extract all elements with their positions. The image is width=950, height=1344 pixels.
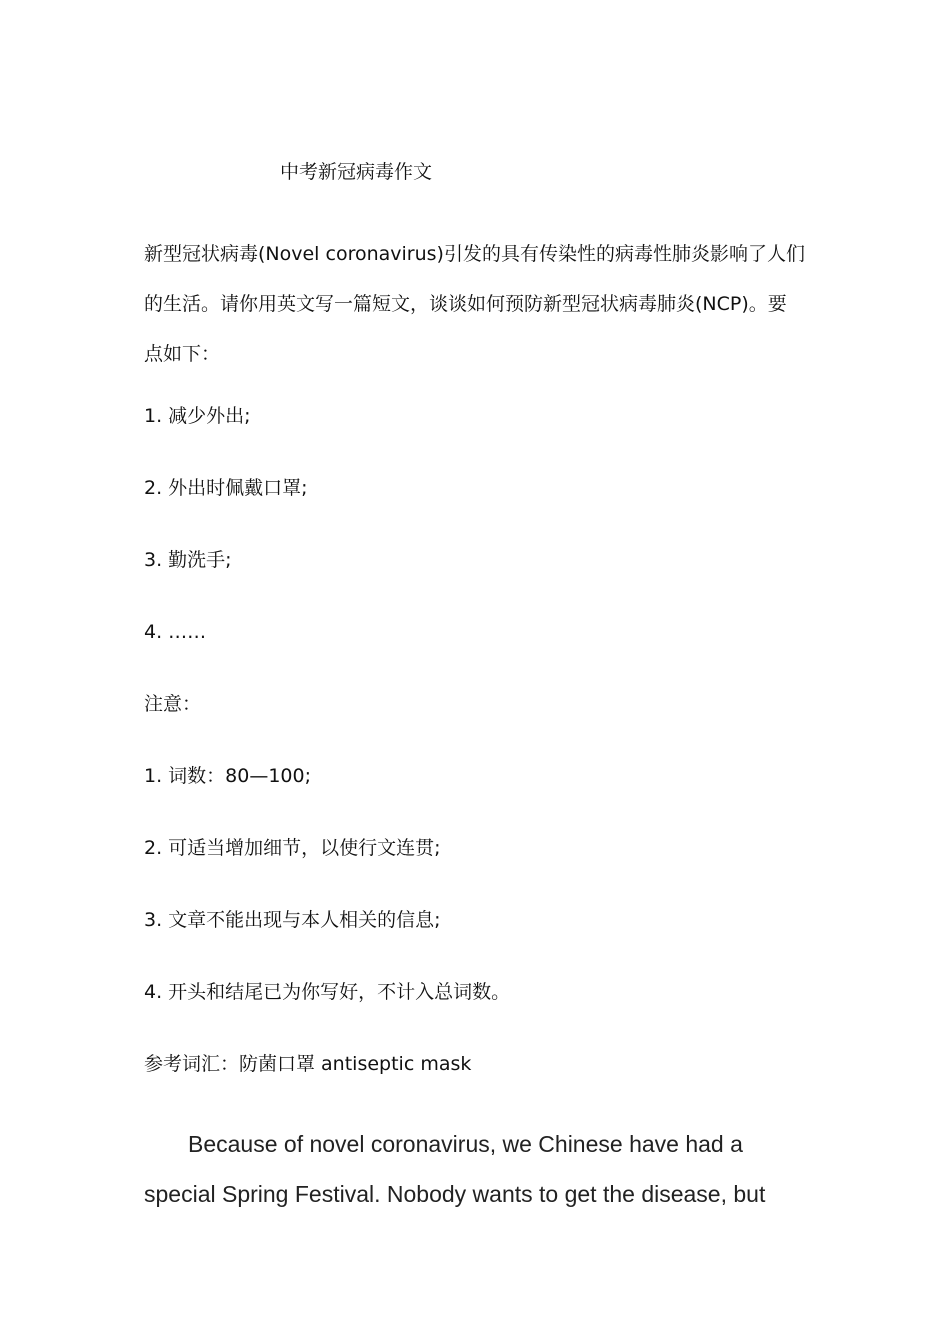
note-item: 2. 可适当增加细节，以使行文连贯; xyxy=(144,837,441,859)
point-item: 3. 勤洗手; xyxy=(144,549,232,571)
task-line: 点如下： xyxy=(144,343,221,365)
point-item: 4. …… xyxy=(144,621,207,643)
essay-line: Because of novel coronavirus, we Chinese have had a xyxy=(188,1131,743,1157)
essay-body xyxy=(144,1119,824,1219)
task-description xyxy=(144,229,810,379)
note-item: 4. 开头和结尾已为你写好，不计入总词数。 xyxy=(144,981,511,1003)
task-line: 新型冠状病毒(Novel coronavirus)引发的具有传染性的病毒性肺炎影响了人们 xyxy=(144,243,805,265)
point-item: 2. 外出时佩戴口罩; xyxy=(144,477,308,499)
notes-heading: 注意： xyxy=(144,693,202,715)
essay-line: special Spring Festival. Nobody wants to get the disease, but xyxy=(144,1181,766,1207)
note-item: 3. 文章不能出现与本人相关的信息; xyxy=(144,909,441,931)
point-item: 1. 减少外出; xyxy=(144,405,251,427)
document-title: 中考新冠病毒作文 xyxy=(280,161,433,183)
note-item: 1. 词数：80—100; xyxy=(144,765,312,787)
task-line: 的生活。请你用英文写一篇短文，谈谈如何预防新型冠状病毒肺炎(NCP)。要 xyxy=(144,293,787,315)
reference-vocabulary: 参考词汇：防菌口罩 antiseptic mask xyxy=(144,1053,472,1075)
